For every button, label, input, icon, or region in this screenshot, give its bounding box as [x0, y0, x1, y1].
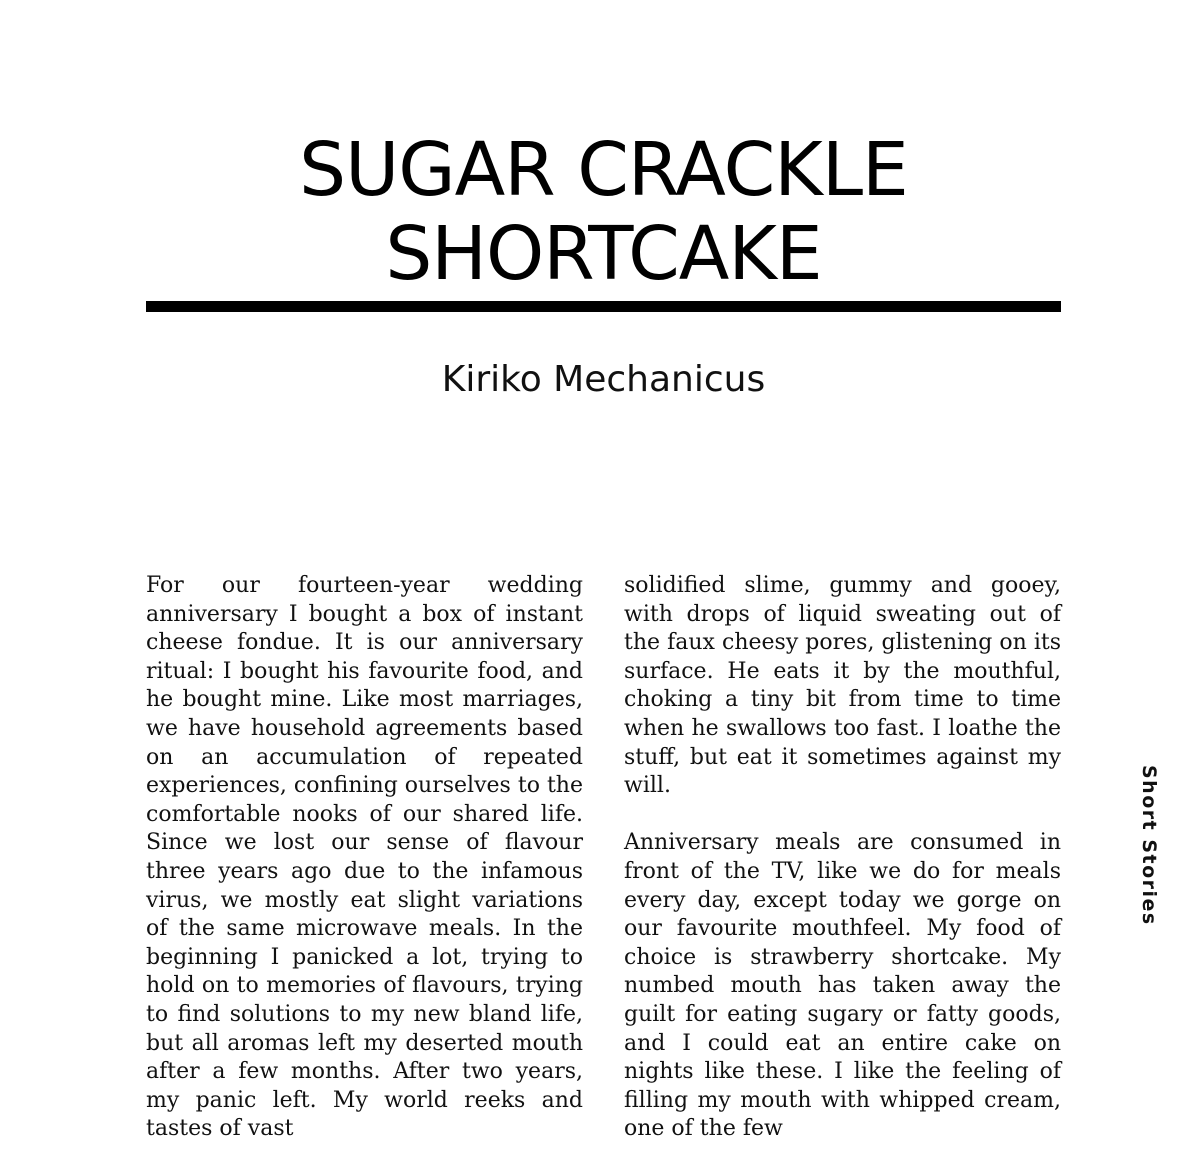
body-paragraph: Anniversary meals are consumed in front of the TV, like we do for meals every day, except today we gorge on our favourite mouthfeel. My food of choice is strawberry shortcake. My numbed mouth has taken away the guilt for eating sugary or fatty goods, and I could eat an entire cake on nights like these. I like the feeling of filling my mouth with whipped cream, one of the few — [624, 830, 1061, 1142]
text-column-left — [146, 572, 583, 1172]
story-title-line-2: SHORTCAKE — [385, 211, 822, 297]
story-title-line-1: SUGAR CRACKLE — [299, 127, 908, 213]
body-paragraph: solidified slime, gummy and gooey, with drops of liquid sweating out of the faux cheesy pores, glistening on its surface. He eats it by the mouthful, choking a tiny bit from time to time when he swallows too fast. I loathe the stuff, but eat it sometimes against my will. — [624, 573, 1061, 799]
story-title — [146, 128, 1061, 296]
text-column-right — [624, 572, 1061, 1172]
body-paragraph: For our fourteen-year wedding anniversary I bought a box of instant cheese fondue. It is our anniversary ritual: I bought his favourite food, and he bought mine. Like most marriages, we have household agreements based on an accumulation of repeated experiences, confining ourselves to the comfortable nooks of our shared life. Since we lost our sense of flavour three years ago due to the infamous virus, we mostly eat slight variations of the same microwave meals. In the beginning I panicked a lot, trying to hold on to memories of flavours, trying to find solutions to my new bland life, but all aromas left my deserted mouth after a few months. After two years, my panic left. My world reeks and tastes of vast — [146, 573, 583, 1142]
author-name: Kiriko Mechanicus — [441, 359, 766, 400]
title-divider — [146, 301, 1061, 312]
section-side-label: Short Stories — [1138, 765, 1160, 926]
